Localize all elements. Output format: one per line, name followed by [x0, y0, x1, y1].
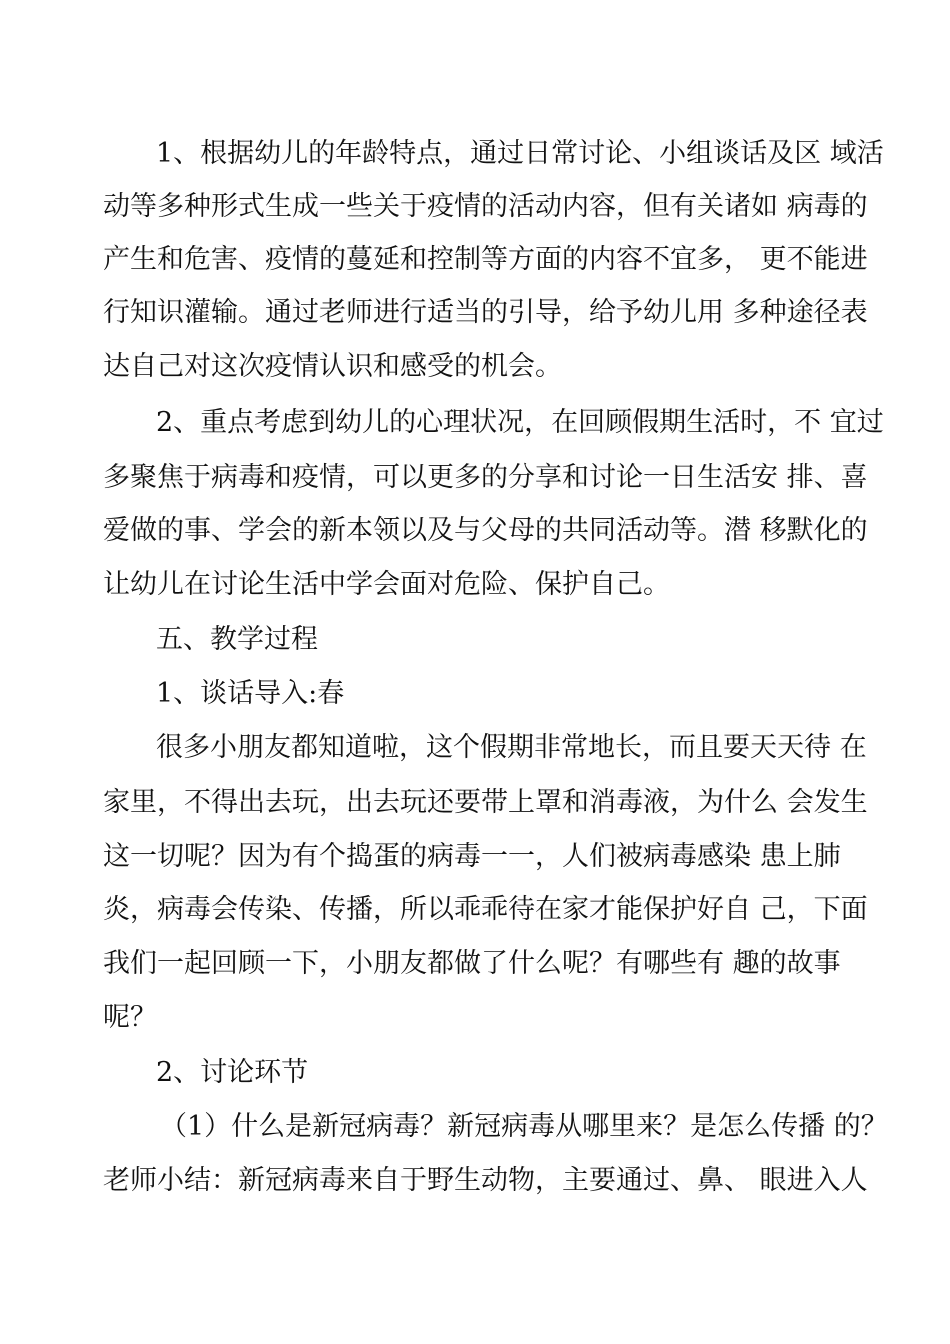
subsection-heading-1: 1、谈话导入:春	[156, 678, 345, 709]
paragraph-3-line-5: 我们一起回顾一下，小朋友都做了什么呢？有哪些有 趣的故事	[103, 948, 841, 979]
subsection-heading-2: 2、讨论环节	[156, 1057, 309, 1088]
paragraph-2-line-2: 多聚焦于病毒和疫情，可以更多的分享和讨论一日生活安 排、喜	[103, 462, 868, 493]
paragraph-2-line-3: 爱做的事、学会的新本领以及与父母的共同活动等。潜 移默化的	[103, 515, 868, 546]
paragraph-3-line-3: 这一切呢？因为有个捣蛋的病毒一一，人们被病毒感染 患上肺	[103, 841, 841, 872]
paragraph-2-line-4: 让幼儿在讨论生活中学会面对危险、保护自己。	[103, 569, 670, 600]
paragraph-1-line-2: 动等多种形式生成一些关于疫情的活动内容，但有关诸如 病毒的	[103, 191, 868, 222]
paragraph-1-line-1: 1、根据幼儿的年龄特点，通过日常讨论、小组谈话及区 域活	[156, 138, 884, 169]
paragraph-4-line-1: （1）什么是新冠病毒？新冠病毒从哪里来？是怎么传播 的？	[160, 1111, 888, 1142]
paragraph-3-line-4: 炎，病毒会传染、传播，所以乖乖待在家才能保护好自 己，下面	[103, 894, 868, 925]
paragraph-3-line-6: 呢？	[103, 1002, 157, 1033]
paragraph-1-line-3: 产生和危害、疫情的蔓延和控制等方面的内容不宜多， 更不能进	[103, 244, 868, 275]
paragraph-1-line-4: 行知识灌输。通过老师进行适当的引导，给予幼儿用 多种途径表	[103, 297, 868, 328]
section-heading: 五、教学过程	[156, 624, 318, 655]
paragraph-1-line-5: 达自己对这次疫情认识和感受的机会。	[103, 351, 562, 382]
paragraph-4-line-2: 老师小结：新冠病毒来自于野生动物，主要通过、鼻、 眼进入人	[103, 1165, 868, 1196]
paragraph-3-line-1: 很多小朋友都知道啦，这个假期非常地长，而且要天天待 在	[156, 732, 867, 763]
paragraph-2-line-1: 2、重点考虑到幼儿的心理状况，在回顾假期生活时，不 宜过	[156, 407, 884, 438]
paragraph-3-line-2: 家里，不得出去玩，出去玩还要带上罩和消毒液，为什么 会发生	[103, 787, 868, 818]
